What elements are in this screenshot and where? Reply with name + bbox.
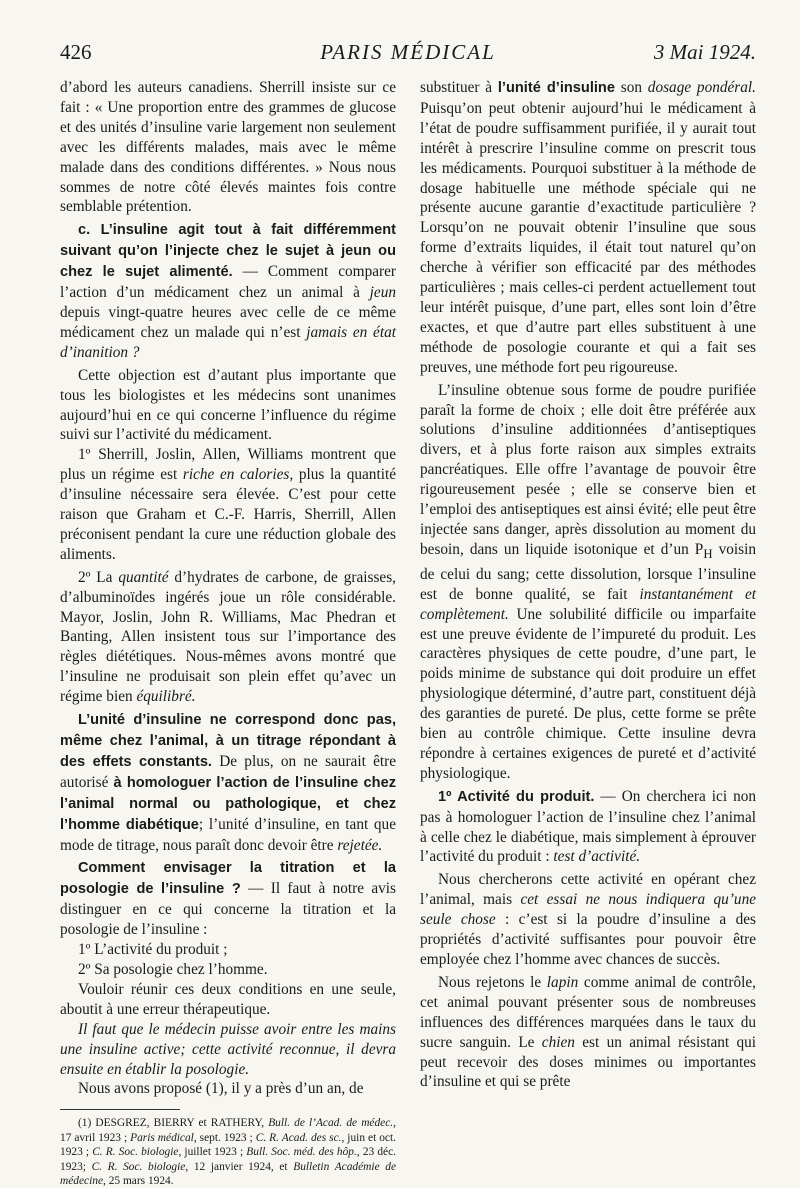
section-heading: c. L’insuline agit tout à fait différemment suivant qu’on l’injecte chez le sujet à jeun ou chez le sujet alimenté. — [60, 222, 396, 281]
paragraph-titration-question: Comment envisager la titration et la posologie de l’insuline ? — Il faut à notre avis distinguer en ce qui concerne la titration et la posologie de l’insuline : — [60, 860, 396, 939]
paragraph: Nous chercherons cette activité en opérant chez l’animal, mais cet essai ne nous indiquera qu’une seule chose : c’est si la poudre d’insuline a des propriétés d’activité suffisantes pour pouvoir être employée chez l’homme avec chances de succès. — [420, 871, 757, 969]
issue-date: 3 Mai 1924. — [653, 40, 756, 64]
paragraph-item-2: 2º La quantité d’hydrates de carbone, de graisses, d’albuminoïdes ingérés joue un rôle considérable. Mayor, Joslin, John R. Williams, Mac Phedran et Banting, Allen insistent tous sur l’importance des règles diététiques. Nous-mêmes avons montré que l’insuline ne produisait son plein effet qu’avec un régime bien équilibré. — [60, 568, 396, 706]
paragraph: d’abord les auteurs canadiens. Sherrill insiste sur ce fait : « Une proportion entre des grammes de glucose et des unités d’insuline varie largement non seulement avec les différents malades, mais avec le même malade dans des conditions différentes. » Nous nous sommes de notre côté élevés maintes fois contre semblable prétention. — [60, 79, 396, 216]
paragraph: Nous rejetons le lapin comme animal de contrôle, cet animal pouvant présenter sous de nombreuses influences des différences marquées dans le taux du sucre sanguin. Le chien est un animal résistant qui peut recevoir des doses minimes ou importantes d’insuline et qui se prête — [420, 973, 756, 1091]
journal-title: PARIS MÉDICAL — [320, 40, 496, 64]
section-heading: Comment envisager la titration et la posologie de l’insuline ? — [60, 860, 396, 898]
paragraph-unit-conclusion: L’unité d’insuline ne correspond donc pas, même chez l’animal, à un titrage répondant à des effets constants. De plus, on ne saurait être autorisé à homologuer l’action de l’insuline chez l’animal normal ou pathologique, et chez l’homme diabétique; l’unité d’insuline, en tant que mode de titrage, nous paraît donc devoir être rejetée. — [60, 712, 396, 854]
two-column-body — [60, 78, 756, 1188]
paragraph: substituer à l’unité d’insuline son dosage pondéral. Puisqu’on peut obtenir aujourd’hui le médicament à l’état de poudre suffisamment purifiée, il y aurait tout intérêt à prescrire l’insuline comme on prescrit tous les médicaments. Pourquoi substituer à la méthode de dosage habituelle une méthode spéciale qui ne présente aucune garantie d’exactitude particulière ? Lorsqu’on ne pouvait obtenir l’insuline que sous forme d’extraits liquides, il était tout naturel qu’on cherche à vérifier son efficacité par des méthodes particulières ; mais celles-ci perdent actuellement tout leur intérêt puisque, d’une part, elles sont loin d’être exactes, et que d’autre part elles substituent à une méthode de posologie courante et qui a fait ses preuves, une méthode fort peu rigoureuse. — [420, 79, 756, 376]
paragraph-objection-c: c. L’insuline agit tout à fait différemment suivant qu’on l’injecte chez le sujet à jeun ou chez le sujet alimenté. — Comment comparer l’action d’un médicament chez un animal à jeun depuis vingt-quatre heures avec celle de ce même médicament chez un malade qui n’est jamais en état d’inanition ? — [60, 222, 396, 361]
list-item: 2º Sa posologie chez l’homme. — [78, 960, 268, 978]
section-heading: 1º Activité du produit. — [438, 788, 595, 805]
paragraph: Cette objection est d’autant plus importante que tous les biologistes et les médecins sont unanimes aujourd’hui en ce qui concerne l’influence du régime suivi sur l’activité du médicament. — [60, 366, 396, 444]
paragraph-activity: 1º Activité du produit. — On cherchera ici non pas à homologuer l’action de l’insuline chez l’animal à celle chez le diabétique, mais simplement à éprouver l’activité du produit : test d’activité. — [420, 787, 757, 866]
footnote: (1) DESGREZ, BIERRY et RATHERY, Bull. de l’Acad. de médec., 17 avril 1923 ; Paris médical, sept. 1923 ; C. R. Acad. des sc., juin et oct. 1923 ; C. R. Soc. biologie, juillet 1923 ; Bull. Soc. méd. des hôp., 23 déc. 1923; C. R. Soc. biologie, 12 janvier 1924, et Bulletin Académie de médecine, 25 mars 1924. — [60, 1117, 397, 1187]
list-item: 1º L’activité du produit ; — [78, 941, 228, 959]
footnote-divider — [60, 1109, 180, 1110]
left-column — [60, 78, 396, 1188]
paragraph: Vouloir réunir ces deux conditions en une seule, aboutit à une erreur thérapeutique. — [60, 980, 396, 1018]
running-header — [60, 34, 756, 68]
paragraph-item-1: 1º Sherrill, Joslin, Allen, Williams montrent que plus un régime est riche en calories, plus la quantité d’insuline nécessaire sera élevée. C’est pour cette raison que Graham et C.-F. Harris, Sherrill, Allen préconisent pendant la cure une réduction globale des aliments. — [60, 446, 396, 563]
paragraph-italic: Il faut que le médecin puisse avoir entre les mains une insuline active; cette activité reconnue, il devra ensuite en établir la posologie. — [60, 1020, 396, 1078]
right-column — [420, 78, 756, 1188]
paragraph-powder-form: L’insuline obtenue sous forme de poudre purifiée paraît la forme de choix ; elle doit être préférée aux solutions d’insuline additionnées d’antiseptiques divers, et à plus forte raison aux simples extraits pancréatiques. Elle offre l’avantage de pouvoir être rigoureusement pesée ; elle se conserve bien et l’emploi des antiseptiques est ainsi évité; elle peut être injectée sans danger, après dissolution au moment du besoin, dans un liquide isotonique et d’un $P_H$ voisin de celui du sang; cette dissolution, lorsque l’insuline est de bonne qualité, se fait instantanément et complètement. Une solubilité difficile ou imparfaite est une preuve évidente de l’impureté du produit. Les caractères physiques de cette poudre, d’une part, le poids minime de substance qui doit produire un effet physiologique déterminé, d’autre part, constituent déjà des garanties de pureté. De plus, cette forme se prête bien au contrôle chimique. Cette insuline devra répondre à certaines exigences de pureté et d’activité physiologique. — [420, 381, 756, 782]
paragraph: Nous avons proposé (1), il y a près d’un an, de — [78, 1080, 364, 1098]
page-number: 426 — [60, 40, 92, 64]
